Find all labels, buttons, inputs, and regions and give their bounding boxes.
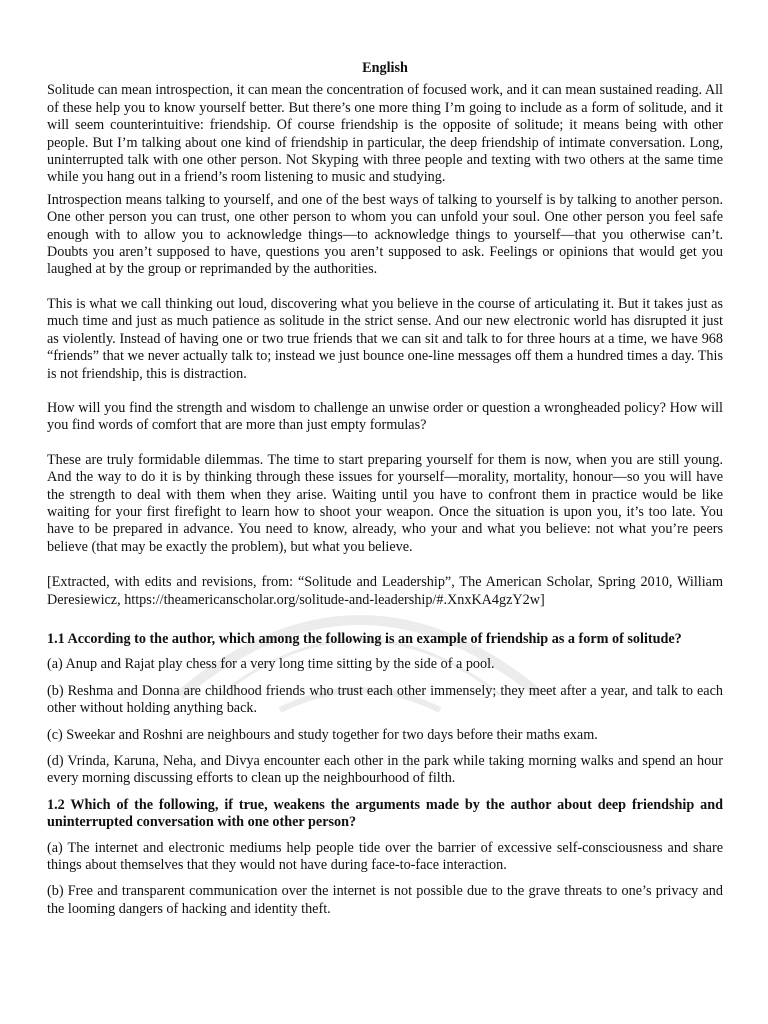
passage-paragraph-3: This is what we call thinking out loud, discovering what you believe in the course of articulating it. But it takes just as much time and just as much patience as solitude in the strict sense. And our new electronic world has disrupted it just as violently. Instead of having one or two true friends that we can sit and talk to for three hours at a time, we have 968 “friends” that we never actually talk to; instead we just bounce one-line messages off them a hundred times a day. This is not friendship, this is distraction.	[47, 295, 723, 382]
question-2-option-b: (b) Free and transparent communication over the internet is not possible due to the grave threats to one’s privacy and the looming dangers of hacking and identity theft.	[47, 883, 723, 917]
question-2-option-a: (a) The internet and electronic mediums help people tide over the barrier of excessive self-consciousness and share things about themselves that they would not have during face-to-face interaction.	[47, 839, 723, 874]
passage-paragraph-5: These are truly formidable dilemmas. The time to start preparing yourself for them is now, when you are still young. And the way to do it is by thinking through these issues for yourself—morality, mortality, honour—so you will have the strength to deal with them when they arise. Waiting until you have to confront them in practice would be like waiting for your first firefight to learn how to shoot your weapon. Once the situation is upon you, it’s too late. You have to be prepared in advance. You need to know, already, who your and what you believe: not what you’re peers believe (that may be exactly the problem), but what you believe.	[47, 451, 723, 555]
document-body	[47, 60, 723, 918]
question-1-option-d: (d) Vrinda, Karuna, Neha, and Divya encounter each other in the park while taking morning walks and spend an hour every morning discussing efforts to clean up the neighbourhood of filth.	[47, 753, 723, 787]
question-1-option-c: (c) Sweekar and Roshni are neighbours and study together for two days before their maths exam.	[47, 726, 598, 743]
source-citation: [Extracted, with edits and revisions, from: “Solitude and Leadership”, The American Scholar, Spring 2010, William Deresiewicz, https://theamericanscholar.org/solitude-and-leadership/#.XnxKA4gzY2w]	[47, 574, 723, 608]
page-title: English	[362, 60, 408, 76]
passage-paragraph-2: Introspection means talking to yourself, and one of the best ways of talking to yourself is by talking to another person. One other person you can trust, one other person to whom you can unfold your soul. One other person you feel safe enough with to allow you to acknowledge things—to acknowledge things to yourself—that you otherwise can’t. Doubts you aren’t supposed to have, questions you aren’t supposed to ask. Feelings or opinions that would get you laughed at by the group or reprimanded by the authorities.	[47, 191, 723, 278]
question-1-stem: 1.1 According to the author, which among the following is an example of friendship as a form of solitude?	[47, 630, 682, 647]
question-1-option-b: (b) Reshma and Donna are childhood friends who trust each other immensely; they meet after a year, and talk to each other without holding anything back.	[47, 682, 723, 717]
question-2-stem: 1.2 Which of the following, if true, weakens the arguments made by the author about deep friendship and uninterrupted conversation with one other person?	[47, 796, 723, 831]
passage-paragraph-4: How will you find the strength and wisdom to challenge an unwise order or question a wrongheaded policy? How will you find words of comfort that are more than just empty formulas?	[47, 399, 723, 434]
passage-paragraph-1: Solitude can mean introspection, it can mean the concentration of focused work, and it can mean sustained reading. All of these help you to know yourself better. But there’s one more thing I’m going to include as a form of solitude, and it will seem counterintuitive: friendship. Of course friendship is the opposite of solitude; it means being with other people. But I’m talking about one kind of friendship in particular, the deep friendship of intimate conversation. Long, uninterrupted talk with one other person. Not Skyping with three people and texting with two others at the same time while you hang out in a friend’s room listening to music and studying.	[47, 82, 723, 186]
question-1-option-a: (a) Anup and Rajat play chess for a very long time sitting by the side of a pool.	[47, 656, 495, 673]
